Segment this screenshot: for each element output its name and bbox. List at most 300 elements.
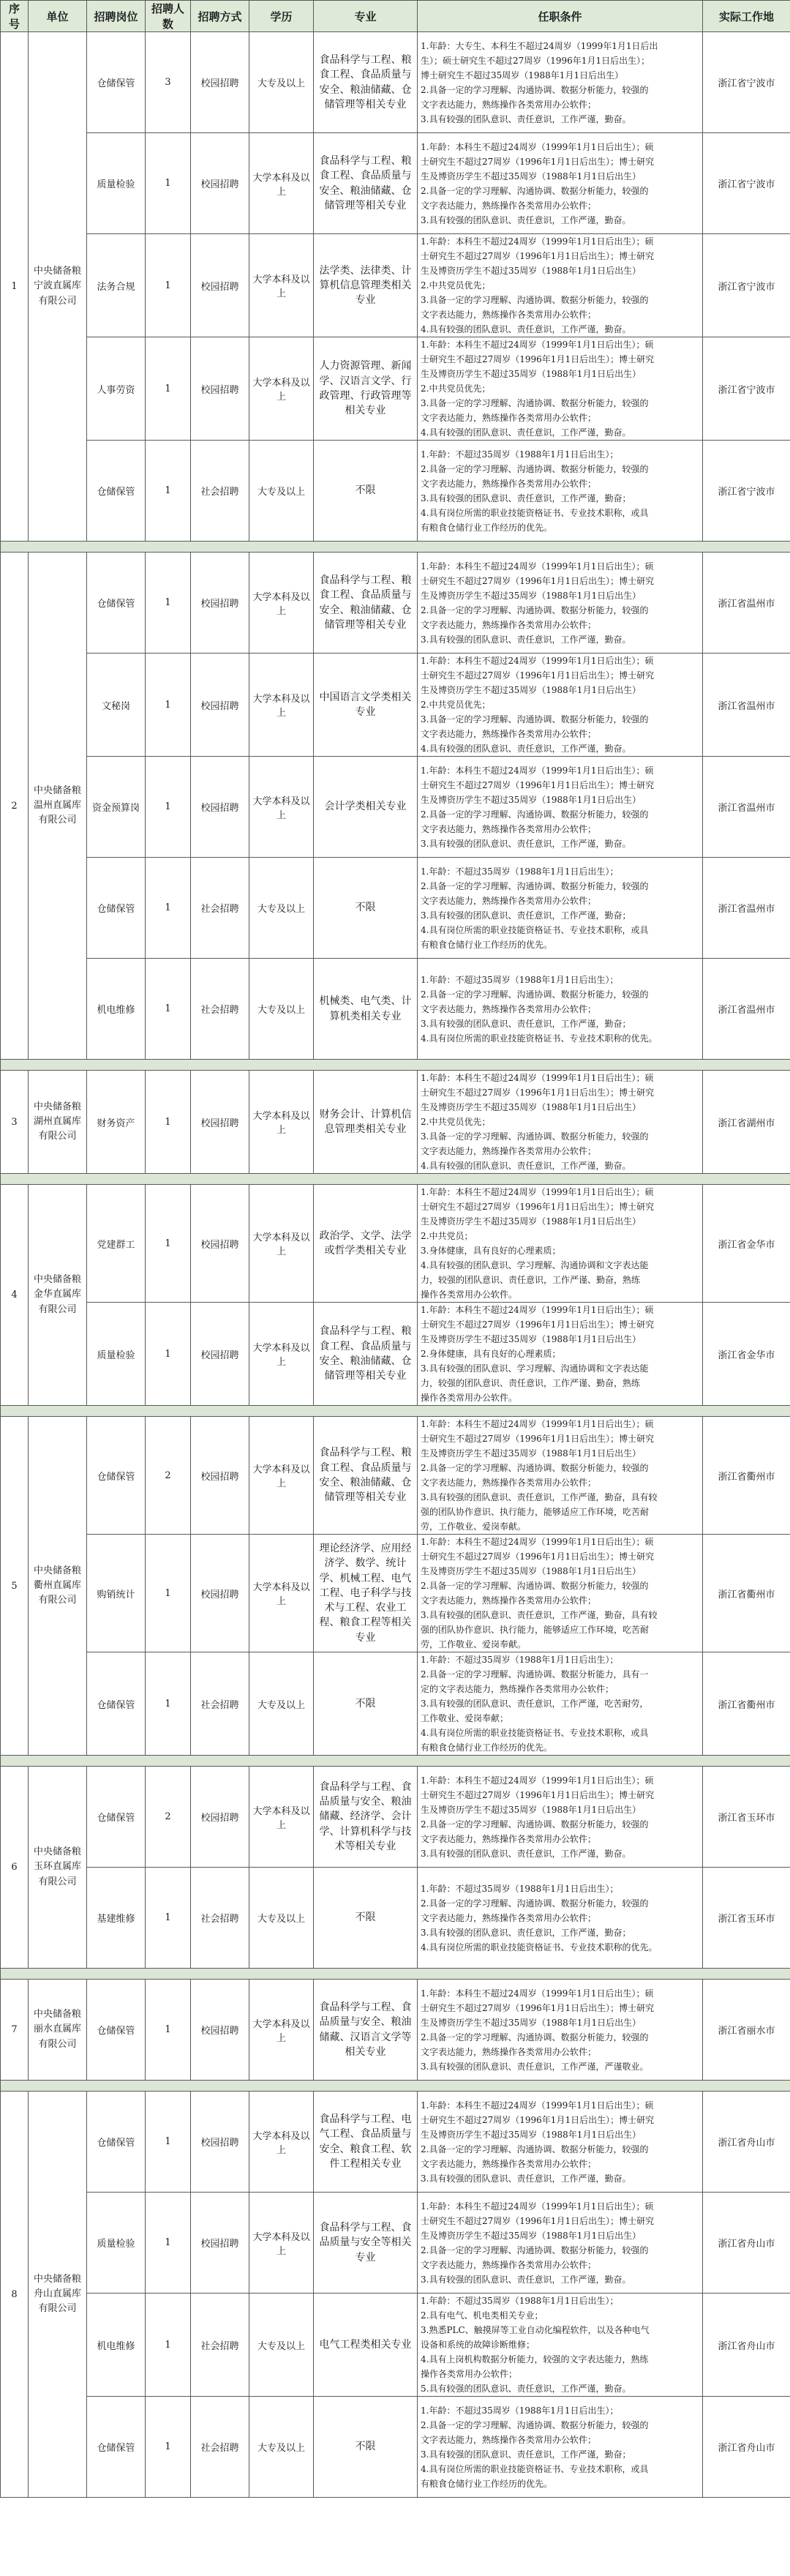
row-position: 仓储保管 [87,858,146,959]
requirement-line: 文字表达能力，熟练操作各类常用办公软件； [421,478,597,489]
row-method: 校园招聘 [191,1071,249,1174]
separator-cell [1,2081,790,2092]
row-education: 大学本科及以上 [249,757,314,858]
row-major: 不限 [314,1652,418,1756]
row-count: 1 [146,1185,191,1303]
requirement-line: 3.具有较强的团队意识、责任意识，工作严谨，勤奋； [421,1018,631,1029]
requirement-line: 操作各类常用办公软件； [421,2369,518,2379]
row-major: 食品科学与工程、食品质量与安全、粮油储藏、汉语言文学等相关专业 [314,1980,418,2081]
row-education: 大学本科及以上 [249,2193,314,2294]
table-row [1,1535,790,1652]
row-education: 大学本科及以上 [249,1980,314,2081]
row-education: 大学本科及以上 [249,1185,314,1303]
row-requirements [418,654,703,757]
table-row [1,1303,790,1406]
row-major: 会计学类相关专业 [314,757,418,858]
row-method: 社会招聘 [191,858,249,959]
requirement-line: 1.年龄：本科生不超过24周岁（1999年1月1日后出生）；硕 [421,1187,654,1197]
requirement-line: 生及博资历学生不超过35周岁（1988年1月1日后出生） [421,171,642,181]
row-count: 1 [146,1652,191,1756]
requirement-line: 3.具备一定的学习理解、沟通协调、数据分析能力，较强的 [421,1131,649,1142]
row-major: 食品科学与工程、粮食工程、食品质量与安全、粮油储藏、仓储管理等相关专业 [314,32,418,133]
requirement-line: 文字表达能力，熟练操作各类常用办公软件； [421,1833,597,1844]
requirement-line: 3.具备一定的学习理解、沟通协调、数据分析能力，较强的 [421,295,649,305]
table-row [1,32,790,133]
row-location: 浙江省宁波市 [703,337,790,441]
row-count: 1 [146,858,191,959]
requirement-line: 3.具有较强的团队意识、责任意识，工作严谨，勤奋。 [421,2173,631,2184]
row-requirements [418,441,703,542]
group-separator [1,1756,790,1767]
requirement-line: 1.年龄：不超过35周岁（1988年1月1日后出生）； [421,2296,619,2306]
row-requirements [418,2397,703,2498]
table-row [1,337,790,441]
requirement-line: 生及博资历学生不超过35周岁（1988年1月1日后出生） [421,266,642,276]
table-row [1,757,790,858]
row-education: 大专及以上 [249,1652,314,1756]
requirement-line: 4.具有较强的团队意识、学习理解、沟通协调和文字表达能 [421,1260,649,1270]
requirement-line: 2.中共党员优先； [421,700,491,710]
requirement-line: 1.年龄：本科生不超过24周岁（1999年1月1日后出生）；硕 [421,561,654,572]
separator-cell [1,542,790,553]
group-separator [1,1060,790,1071]
requirement-line: 文字表达能力，熟练操作各类常用办公软件； [421,895,597,906]
row-major: 政治学、文学、法学或哲学类相关专业 [314,1185,418,1303]
requirement-line: 2.具有电气、机电类相关专业； [421,2310,543,2321]
row-seq: 7 [1,1980,29,2081]
row-location: 浙江省舟山市 [703,2397,790,2498]
requirement-line: 3.具有较强的团队意识、责任意识，工作严谨，勤奋。 [421,214,631,225]
row-major: 不限 [314,1868,418,1969]
row-count: 1 [146,441,191,542]
row-requirements [418,1767,703,1868]
row-location: 浙江省湖州市 [703,1071,790,1174]
requirement-line: 生及博资历学生不超过35周岁（1988年1月1日后出生） [421,685,642,695]
requirement-line: 文字表达能力，熟练操作各类常用办公软件； [421,619,597,630]
header-unit: 单位 [29,1,87,32]
row-major: 理论经济学、应用经济学、数学、统计学、机械工程、电气工程、电子科学与技术与工程、农业工程、粮食工程等相关专业 [314,1535,418,1652]
requirement-line: 2.具备一定的学习理解、沟通协调、数据分析能力，较强的 [421,2419,649,2430]
requirement-line: 2.具备一定的学习理解、沟通协调、数据分析能力，较强的 [421,463,649,474]
row-method: 校园招聘 [191,654,249,757]
row-method: 校园招聘 [191,133,249,234]
row-position: 文秘岗 [87,654,146,757]
row-count: 1 [146,2092,191,2193]
requirement-line: 生及博资历学生不超过35周岁（1988年1月1日后出生） [421,1804,642,1815]
row-position: 质量检验 [87,133,146,234]
row-location: 浙江省金华市 [703,1185,790,1303]
row-method: 社会招聘 [191,441,249,542]
header-position: 招聘岗位 [87,1,146,32]
row-education: 大专及以上 [249,858,314,959]
row-count: 1 [146,2294,191,2397]
row-count: 1 [146,1535,191,1652]
row-requirements [418,1185,703,1303]
row-method: 校园招聘 [191,757,249,858]
row-requirements [418,959,703,1060]
requirement-line: 4.具有岗位所需的职业技能资格证书、专业技术职称，或具 [421,507,649,518]
table-row [1,1767,790,1868]
row-education: 大专及以上 [249,1868,314,1969]
requirement-line: 1.年龄：不超过35周岁（1988年1月1日后出生）； [421,449,619,460]
row-location: 浙江省温州市 [703,654,790,757]
row-education: 大专及以上 [249,441,314,542]
row-method: 校园招聘 [191,1185,249,1303]
row-location: 浙江省舟山市 [703,2193,790,2294]
row-location: 浙江省玉环市 [703,1868,790,1969]
requirement-line: 士研究生不超过27周岁（1996年1月1日后出生）；博士研究 [421,1789,655,1800]
requirement-line: 生及博资历学生不超过35周岁（1988年1月1日后出生） [421,1334,642,1344]
row-requirements [418,1535,703,1652]
separator-cell [1,1969,790,1980]
row-count: 1 [146,1980,191,2081]
row-seq: 8 [1,2092,29,2498]
row-major: 不限 [314,441,418,542]
requirement-line: 生及博资历学生不超过35周岁（1988年1月1日后出生） [421,794,642,805]
requirement-line: 士研究生不超过27周岁（1996年1月1日后出生）；博士研究 [421,779,655,790]
requirement-line: 3.具备一定的学习理解、沟通协调、数据分析能力，较强的 [421,398,649,408]
table-row [1,1417,790,1535]
table-row [1,2193,790,2294]
requirement-line: 文字表达能力，熟练操作各类常用办公软件； [421,99,597,110]
requirement-line: 文字表达能力，熟练操作各类常用办公软件； [421,2158,597,2169]
requirement-line: 文字表达能力，熟练操作各类常用办公软件； [421,2259,597,2270]
requirement-line: 文字表达能力，熟练操作各类常用办公软件； [421,823,597,834]
requirement-line: 1.年龄：本科生不超过24周岁（1999年1月1日后出生）；硕 [421,1775,654,1786]
header-location: 实际工作地 [703,1,790,32]
row-education: 大学本科及以上 [249,133,314,234]
row-count: 1 [146,959,191,1060]
separator-cell [1,1406,790,1417]
requirement-line: 博士研究生不超过35周岁（1988年1月1日后出生） [421,70,624,80]
requirement-line: 生及博资历学生不超过35周岁（1988年1月1日后出生） [421,1216,642,1227]
row-education: 大专及以上 [249,32,314,133]
row-method: 校园招聘 [191,2092,249,2193]
row-method: 校园招聘 [191,1767,249,1868]
requirement-line: 文字表达能力，熟练操作各类常用办公软件； [421,1912,597,1923]
row-major: 食品科学与工程、食品质量与安全、粮油储藏、经济学、会计学、计算机科学与技术等相关专业 [314,1767,418,1868]
table-row [1,1980,790,2081]
row-requirements [418,757,703,858]
requirement-line: 4.具有较强的团队意识、责任意识，工作严谨，勤奋。 [421,324,631,334]
table-row [1,1868,790,1969]
requirement-line: 4.具有岗位所需的职业技能资格证书、专业技术职称的优先。 [421,1033,658,1044]
row-position: 机电维修 [87,2294,146,2397]
row-seq: 5 [1,1417,29,1756]
requirement-line: 有粮食仓储行业工作经历的优先。 [421,1742,553,1753]
requirement-line: 2.具备一定的学习理解、沟通协调、数据分析能力，较强的 [421,2244,649,2255]
row-count: 1 [146,234,191,337]
row-method: 校园招聘 [191,337,249,441]
group-separator [1,1174,790,1185]
requirement-line: 4.具有岗位所需的职业技能资格证书、专业技术职称的优先。 [421,1942,658,1952]
requirement-line: 劳，工作敬业、爱岗奉献。 [421,1521,527,1532]
requirement-line: 2.具备一定的学习理解、沟通协调、数据分析能力，较强的 [421,809,649,820]
row-requirements [418,133,703,234]
requirement-line: 文字表达能力，熟练操作各类常用办公软件； [421,2434,597,2445]
requirement-line: 定的文字表达能力，熟练操作各类常用办公软件； [421,1684,614,1694]
row-position: 仓储保管 [87,2092,146,2193]
separator-cell [1,1756,790,1767]
group-separator [1,542,790,553]
requirement-line: 1.年龄：本科生不超过24周岁（1999年1月1日后出生）；硕 [421,1988,654,1999]
requirement-line: 1.年龄：不超过35周岁（1988年1月1日后出生）； [421,2405,619,2416]
row-education: 大学本科及以上 [249,234,314,337]
row-location: 浙江省温州市 [703,757,790,858]
requirement-line: 士研究生不超过27周岁（1996年1月1日后出生）；博士研究 [421,1434,655,1444]
table-row [1,553,790,654]
requirement-line: 1.年龄：本科生不超过24周岁（1999年1月1日后出生）；硕 [421,765,654,776]
separator-cell [1,1060,790,1071]
row-major: 食品科学与工程、电气工程、食品质量与安全、粮食工程、软件工程相关专业 [314,2092,418,2193]
row-position: 购销统计 [87,1535,146,1652]
row-seq: 6 [1,1767,29,1969]
requirement-line: 3.身体健康，具有良好的心理素质； [421,1246,561,1256]
requirement-line: 生及博资历学生不超过35周岁（1988年1月1日后出生） [421,2017,642,2028]
table-row [1,234,790,337]
row-unit: 中央储备粮丽水直属库有限公司 [29,1980,87,2081]
requirement-line: 1.年龄：本科生不超过24周岁（1999年1月1日后出生）；硕 [421,1419,654,1429]
row-location: 浙江省玉环市 [703,1767,790,1868]
row-location: 浙江省金华市 [703,1303,790,1406]
requirement-line: 1.年龄：本科生不超过24周岁（1999年1月1日后出生）；硕 [421,340,654,350]
requirement-line: 生及博资历学生不超过35周岁（1988年1月1日后出生） [421,590,642,601]
row-count: 1 [146,133,191,234]
requirement-line: 士研究生不超过27周岁（1996年1月1日后出生）；博士研究 [421,1202,655,1212]
row-unit: 中央储备粮金华直属库有限公司 [29,1185,87,1406]
row-count: 1 [146,2397,191,2498]
row-seq: 1 [1,32,29,542]
requirement-line: 2.具备一定的学习理解、沟通协调、数据分析能力，较强的 [421,604,649,615]
requirement-line: 1.年龄：本科生不超过24周岁（1999年1月1日后出生）；硕 [421,2201,654,2212]
requirement-line: 3.具有较强的团队意识、责任意识，工作严谨，勤奋； [421,910,631,921]
requirement-line: 力，较强的团队意识、责任意识，工作严谨、勤奋，熟练 [421,1275,641,1285]
row-position: 仓储保管 [87,441,146,542]
requirement-line: 3.具有较强的团队意识、责任意识，工作严谨，勤奋。 [421,1848,631,1859]
row-position: 仓储保管 [87,553,146,654]
row-major: 不限 [314,858,418,959]
header-education: 学历 [249,1,314,32]
requirement-line: 2.具备一定的学习理解、沟通协调、数据分析能力，具有一 [421,1669,649,1680]
row-count: 1 [146,1868,191,1969]
row-requirements [418,32,703,133]
requirement-line: 2.具备一定的学习理解、沟通协调、数据分析能力，较强的 [421,1898,649,1909]
row-location: 浙江省温州市 [703,553,790,654]
row-method: 校园招聘 [191,234,249,337]
requirement-line: 生及博资历学生不超过35周岁（1988年1月1日后出生） [421,1102,642,1112]
requirement-line: 工作敬业、爱岗奉献； [421,1713,509,1723]
row-education: 大专及以上 [249,2397,314,2498]
row-method: 社会招聘 [191,2397,249,2498]
row-count: 1 [146,2193,191,2294]
row-method: 校园招聘 [191,1417,249,1535]
row-education: 大学本科及以上 [249,2092,314,2193]
row-count: 2 [146,1417,191,1535]
requirement-line: 3.具有较强的团队意识、责任意识，工作严谨，勤奋，具有较 [421,1610,658,1620]
row-position: 仓储保管 [87,2397,146,2498]
row-requirements [418,2092,703,2193]
row-requirements [418,337,703,441]
requirement-line: 3.具有较强的团队意识、责任意识，工作严谨，严谨敬业。 [421,2061,649,2072]
row-position: 仓储保管 [87,32,146,133]
row-seq: 4 [1,1185,29,1406]
requirement-line: 士研究生不超过27周岁（1996年1月1日后出生）；博士研究 [421,670,655,681]
requirement-line: 1.年龄：大专生、本科生不超过24周岁（1999年1月1日后出 [421,40,658,51]
requirement-line: 文字表达能力，熟练操作各类常用办公软件； [421,1003,597,1014]
row-major: 食品科学与工程、食品质量与安全等相关专业 [314,2193,418,2294]
row-location: 浙江省舟山市 [703,2092,790,2193]
row-position: 机电维修 [87,959,146,1060]
requirement-line: 3.具有较强的团队意识、责任意识，工作严谨，勤奋。 [421,838,631,849]
row-education: 大学本科及以上 [249,1535,314,1652]
requirement-line: 2.具备一定的学习理解、沟通协调、数据分析能力，较强的 [421,1819,649,1830]
requirement-line: 1.年龄：不超过35周岁（1988年1月1日后出生）； [421,866,619,877]
row-requirements [418,858,703,959]
requirement-line: 1.年龄：本科生不超过24周岁（1999年1月1日后出生）；硕 [421,236,654,247]
table-row [1,1652,790,1756]
row-position: 资金预算岗 [87,757,146,858]
row-unit: 中央储备粮湖州直属库有限公司 [29,1071,87,1174]
row-requirements [418,1868,703,1969]
requirement-line: 劳，工作敬业、爱岗奉献。 [421,1639,527,1650]
row-method: 校园招聘 [191,1535,249,1652]
row-major: 食品科学与工程、粮食工程、食品质量与安全、粮油储藏、仓储管理等相关专业 [314,1417,418,1535]
requirement-line: 2.具备一定的学习理解、沟通协调、数据分析能力，较强的 [421,880,649,891]
row-count: 1 [146,757,191,858]
row-major: 机械类、电气类、计算机类相关专业 [314,959,418,1060]
requirement-line: 强的团队协作意识、执行能力，能够适应工作环境，吃苦耐 [421,1507,650,1517]
row-count: 3 [146,32,191,133]
row-count: 1 [146,337,191,441]
row-requirements [418,2193,703,2294]
requirement-line: 生及博资历学生不超过35周岁（1988年1月1日后出生） [421,1566,642,1576]
requirement-line: 4.具有较强的团队意识、责任意识，工作严谨，勤奋。 [421,1161,631,1171]
row-education: 大学本科及以上 [249,1417,314,1535]
requirement-line: 3.具有较强的团队意识、学习理解、沟通协调和文字表达能 [421,1363,649,1374]
requirement-line: 2.中共党员优先； [421,383,491,394]
requirement-line: 2.具备一定的学习理解、沟通协调、数据分析能力，较强的 [421,2143,649,2154]
row-requirements [418,1071,703,1174]
requirement-line: 1.年龄：本科生不超过24周岁（1999年1月1日后出生）；硕 [421,1305,654,1315]
requirement-line: 文字表达能力，熟练操作各类常用办公软件； [421,1478,597,1488]
row-method: 社会招聘 [191,959,249,1060]
row-unit: 中央储备粮衢州直属库有限公司 [29,1417,87,1756]
row-method: 校园招聘 [191,32,249,133]
table-row [1,133,790,234]
requirement-line: 3.具有较强的团队意识、责任意识，工作严谨，勤奋； [421,1927,631,1938]
requirement-line: 4.具有岗位所需的职业技能资格证书、专业技术职称，或具 [421,924,649,935]
row-method: 社会招聘 [191,1652,249,1756]
requirement-line: 力，较强的团队意识、责任意识，工作严谨、勤奋，熟练 [421,1378,641,1388]
requirement-line: 3.具有较强的团队意识、责任意识，工作严谨，勤奋； [421,2449,631,2460]
requirement-line: 有粮食仓储行业工作经历的优先。 [421,522,553,533]
requirement-line: 生）；硕士研究生不超过27周岁（1996年1月1日后出生）； [421,55,650,66]
requirement-line: 士研究生不超过27周岁（1996年1月1日后出生）；博士研究 [421,2002,655,2013]
requirement-line: 文字表达能力，熟练操作各类常用办公软件； [421,729,597,739]
requirement-line: 1.年龄：不超过35周岁（1988年1月1日后出生）； [421,1883,619,1894]
group-separator [1,1406,790,1417]
row-location: 浙江省温州市 [703,858,790,959]
requirement-line: 1.年龄：不超过35周岁（1988年1月1日后出生）； [421,1655,619,1665]
header-requirements: 任职条件 [418,1,703,32]
requirement-line: 3.熟悉PLC、触摸屏等工业自动化编程软件，以及各种电气 [421,2325,650,2335]
row-major: 食品科学与工程、粮食工程、食品质量与安全、粮油储藏、仓储管理等相关专业 [314,553,418,654]
row-education: 大学本科及以上 [249,553,314,654]
row-location: 浙江省衢州市 [703,1535,790,1652]
row-count: 1 [146,1303,191,1406]
row-location: 浙江省宁波市 [703,234,790,337]
row-position: 仓储保管 [87,1767,146,1868]
row-requirements [418,234,703,337]
row-method: 校园招聘 [191,553,249,654]
row-unit: 中央储备粮舟山直属库有限公司 [29,2092,87,2498]
requirement-line: 士研究生不超过27周岁（1996年1月1日后出生）；博士研究 [421,156,655,167]
row-major: 人力资源管理、新闻学、汉语言文学、行政管理、行政管理等相关专业 [314,337,418,441]
row-position: 人事劳资 [87,337,146,441]
requirement-line: 设备和系统的故障诊断维修； [421,2340,535,2350]
row-location: 浙江省宁波市 [703,441,790,542]
requirement-line: 文字表达能力，熟练操作各类常用办公软件； [421,1595,597,1606]
requirement-line: 士研究生不超过27周岁（1996年1月1日后出生）；博士研究 [421,251,655,261]
row-unit: 中央储备粮温州直属库有限公司 [29,553,87,1060]
requirement-line: 文字表达能力，熟练操作各类常用办公软件； [421,1146,597,1156]
table-row [1,2294,790,2397]
row-seq: 3 [1,1071,29,1174]
requirement-line: 3.具有较强的团队意识、责任意识，工作严谨，勤奋； [421,493,631,503]
row-major: 食品科学与工程、粮食工程、食品质量与安全、粮油储藏、仓储管理等相关专业 [314,133,418,234]
requirement-line: 士研究生不超过27周岁（1996年1月1日后出生）；博士研究 [421,1551,655,1562]
row-count: 1 [146,654,191,757]
group-separator [1,1969,790,1980]
requirement-line: 2.具备一定的学习理解、沟通协调、数据分析能力，较强的 [421,989,649,1000]
requirement-line: 强的团队协作意识、执行能力，能够适应工作环境，吃苦耐 [421,1625,650,1635]
row-location: 浙江省舟山市 [703,2294,790,2397]
row-education: 大学本科及以上 [249,1071,314,1174]
row-position: 质量检验 [87,1303,146,1406]
table-row [1,1185,790,1303]
requirement-line: 2.具备一定的学习理解、沟通协调、数据分析能力，较强的 [421,2032,649,2043]
requirement-line: 文字表达能力，熟练操作各类常用办公软件； [421,413,597,423]
requirement-line: 4.具有较强的团队意识、责任意识，工作严谨，勤奋。 [421,427,631,438]
requirement-line: 士研究生不超过27周岁（1996年1月1日后出生）；博士研究 [421,1087,655,1098]
row-education: 大专及以上 [249,959,314,1060]
table-row [1,654,790,757]
header-count: 招聘人数 [146,1,191,32]
requirement-line: 4.具有较强的团队意识、责任意识，工作严谨，勤奋。 [421,744,631,754]
row-position: 质量检验 [87,2193,146,2294]
table-row [1,2092,790,2193]
row-requirements [418,553,703,654]
row-position: 法务合规 [87,234,146,337]
requirement-line: 2.具备一定的学习理解、沟通协调、数据分析能力，较强的 [421,1463,649,1473]
row-position: 财务资产 [87,1071,146,1174]
requirement-line: 生及博资历学生不超过35周岁（1988年1月1日后出生） [421,2230,642,2241]
requirement-line: 1.年龄：本科生不超过24周岁（1999年1月1日后出生）；硕 [421,1537,654,1547]
requirement-line: 士研究生不超过27周岁（1996年1月1日后出生）；博士研究 [421,2215,655,2226]
header-seq: 序号 [1,1,29,32]
row-location: 浙江省衢州市 [703,1417,790,1535]
table-row [1,441,790,542]
row-education: 大学本科及以上 [249,654,314,757]
row-position: 仓储保管 [87,1417,146,1535]
requirement-line: 文字表达能力，熟练操作各类常用办公软件； [421,2046,597,2057]
requirement-line: 2.中共党员； [421,1231,473,1241]
requirement-line: 士研究生不超过27周岁（1996年1月1日后出生）；博士研究 [421,575,655,586]
row-education: 大学本科及以上 [249,1767,314,1868]
requirement-line: 士研究生不超过27周岁（1996年1月1日后出生）；博士研究 [421,2114,655,2125]
requirement-line: 3.具有较强的团队意识、责任意识，工作严谨，勤奋，具有较 [421,1492,658,1502]
header-method: 招聘方式 [191,1,249,32]
